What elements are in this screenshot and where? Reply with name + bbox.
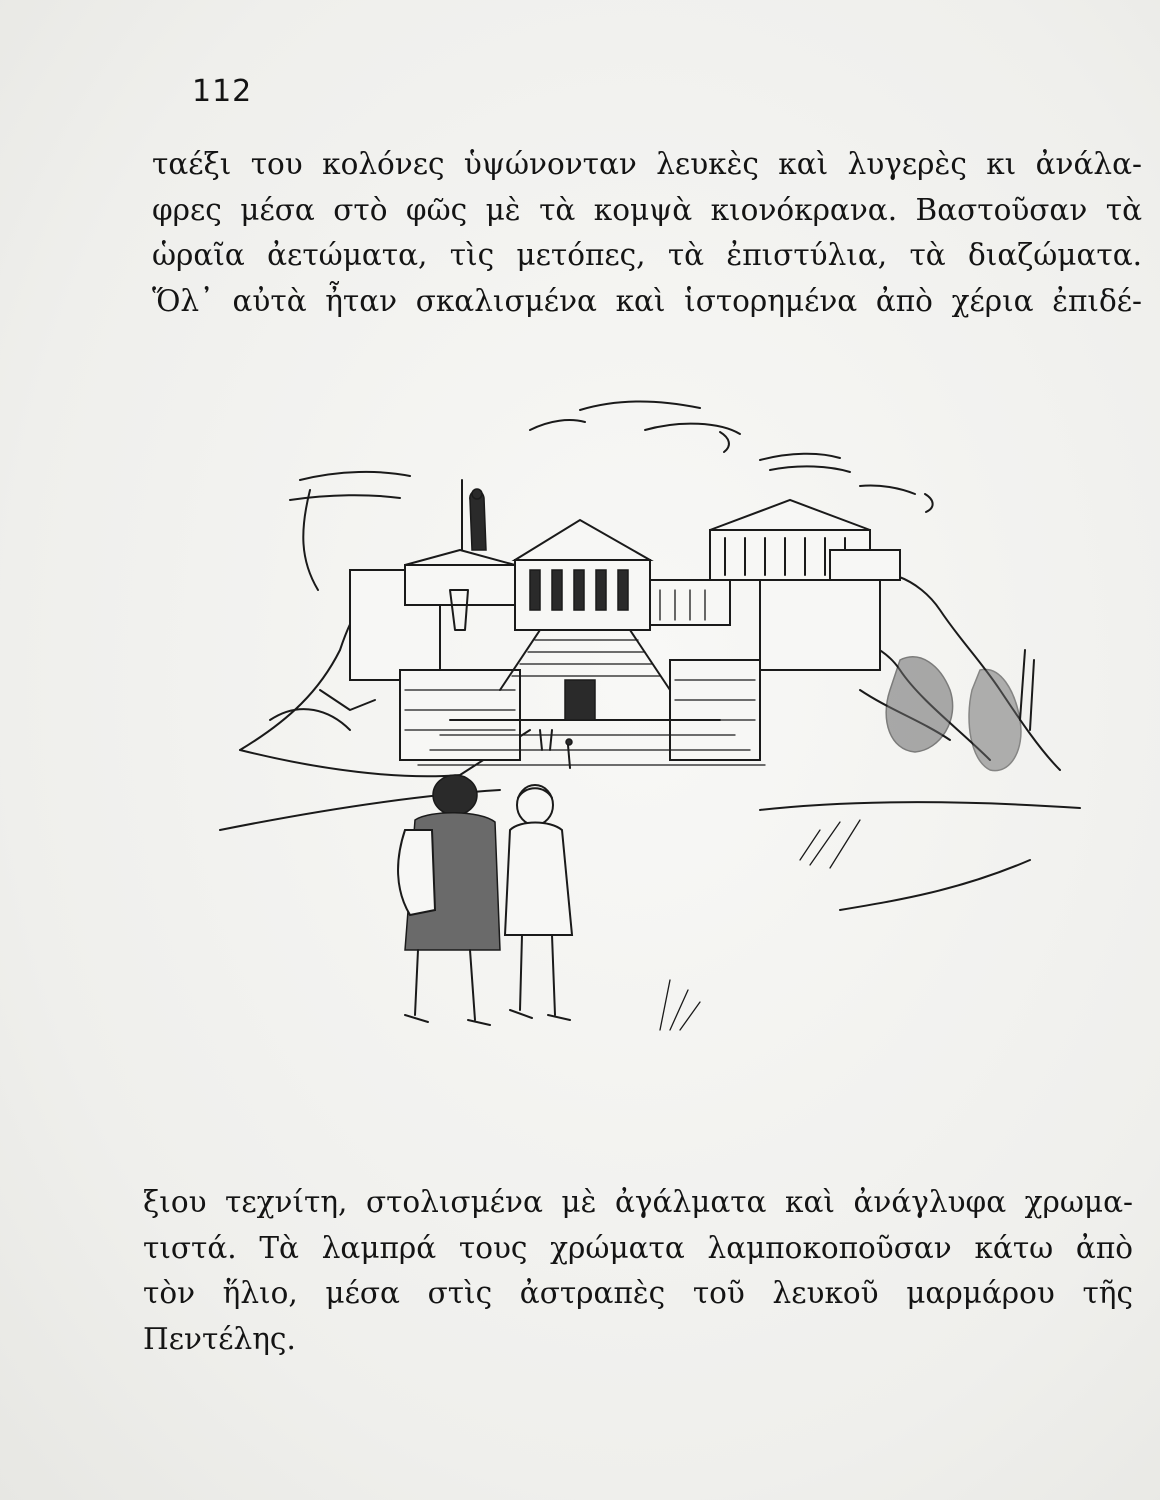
ground [220, 790, 1080, 1030]
paragraph-bottom [143, 1180, 1133, 1362]
parthenon [710, 500, 900, 580]
boys [398, 775, 572, 1025]
text-line: τὸν ἥλιο, μέσα στὶς ἀστραπὲς τοῦ λευκοῦ μαρμάρου τῆς [143, 1276, 1133, 1310]
paragraph-top [152, 142, 1142, 324]
text-line: ξιου τεχνίτη, στολισμένα μὲ ἀγάλματα καὶ ἀνάγλυφα χρωμα- [143, 1185, 1133, 1219]
illustration-drawing [200, 390, 1100, 1070]
text-line: Πεντέλης. [143, 1321, 296, 1356]
text-line: ταέξι του κολόνες ὑψώνονταν λευκὲς καὶ λυγερὲς κι ἀνάλα- [152, 147, 1142, 181]
text-line: Ὅλ᾽ αὐτὰ ἦταν σκαλισμένα καὶ ἱστορημένα ἀπὸ χέρια ἐπιδέ- [152, 283, 1142, 318]
text-line: φρες μέσα στὸ φῶς μὲ τὰ κομψὰ κιονόκρανα. Βαστοῦσαν τὰ [152, 192, 1142, 227]
page-number: 112 [192, 74, 253, 109]
text-line: ὡραῖα ἀετώματα, τὶς μετόπες, τὰ ἐπιστύλια, τὰ διαζώματα. [152, 238, 1142, 272]
acropolis-illustration-icon [200, 390, 1100, 1070]
text-line: τιστά. Τὰ λαμπρά τους χρώματα λαμποκοποῦσαν κάτω ἀπὸ [143, 1230, 1133, 1265]
